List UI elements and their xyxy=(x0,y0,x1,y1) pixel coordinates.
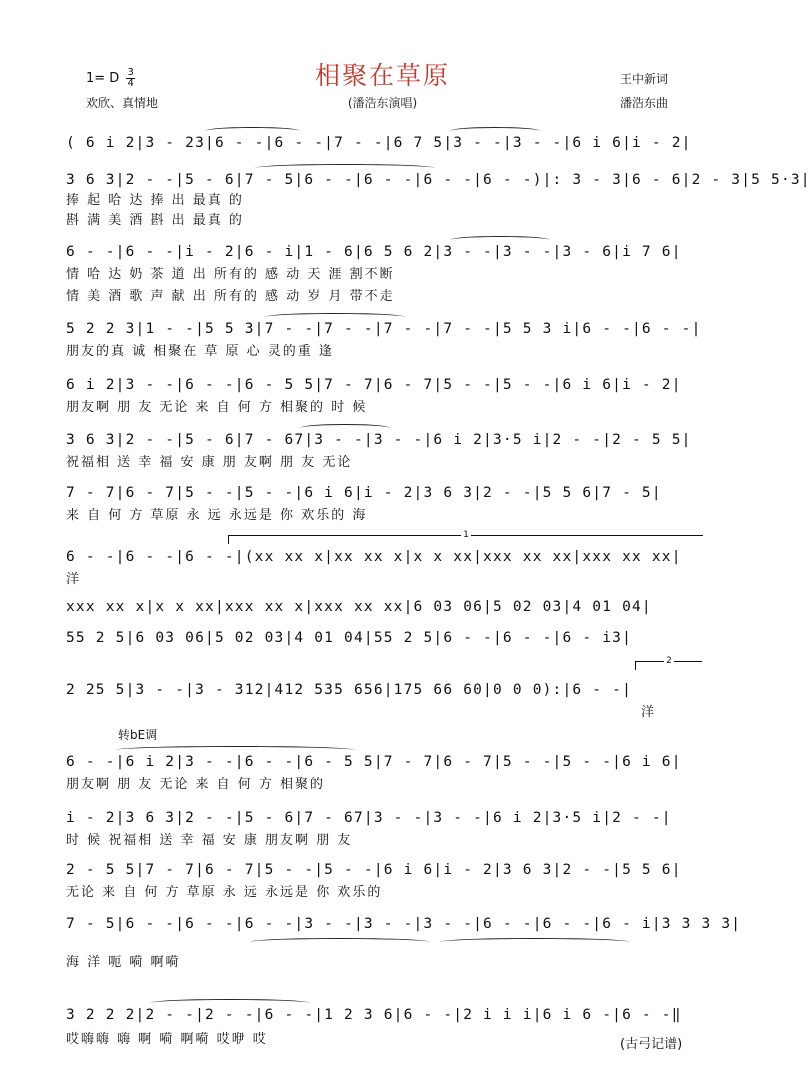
lyric-line: 情 美 酒 歌 声 献 出 所有的 感 动 岁 月 带不走 xyxy=(66,289,395,304)
slur-mark xyxy=(450,127,540,135)
lyric-line: 哎嗨嗨 嗨 啊 嗬 啊嗬 哎咿 哎 xyxy=(66,1032,268,1047)
notation-line: 6 - -|6 - -|6 - -|(xx xx x|xx xx x|x x xx|xxx xx xx|xxx xx xx| xyxy=(66,549,682,565)
slur-mark xyxy=(150,999,310,1007)
time-signature: $\frac{3}{4}$ xyxy=(127,67,134,89)
notation-line: 3 6 3|2 - -|5 - 6|7 - 5|6 - -|6 - -|6 - -|6 - -)|: 3 - 3|6 - 6|2 - 3|5 5·3| xyxy=(66,172,811,188)
notation-line: 2 25 5|3 - -|3 - 312|412 535 656|175 66 60|0 0 0):|6 - -| xyxy=(66,682,632,698)
lyric-line: 朋友啊 朋 友 无论 来 自 何 方 相聚的 xyxy=(66,777,326,792)
notation-line: 7 - 5|6 - -|6 - -|6 - -|3 - -|3 - -|3 - -|6 - -|6 - -|6 - i|3 3 3 3| xyxy=(66,916,742,932)
transcriber-credit: (古弓记谱) xyxy=(620,1037,683,1052)
notation-line: 6 - -|6 - -|i - 2|6 - i|1 - 6|6 5 6 2|3 - -|3 - -|3 - 6|i 7 6| xyxy=(66,244,682,260)
slur-mark xyxy=(440,938,630,946)
lyricist-credit: 王中新词 xyxy=(620,72,669,86)
slur-mark xyxy=(205,127,300,135)
lyric-line: 海 洋 呃 嗬 啊嗬 xyxy=(66,955,181,970)
volta-bracket-2: 2 xyxy=(635,661,702,670)
slur-mark xyxy=(265,313,405,321)
notation-line: 2 - 5 5|7 - 7|6 - 7|5 - -|5 - -|6 i 6|i - 2|3 6 3|2 - -|5 5 6| xyxy=(66,862,682,878)
lyric-line: 洋 xyxy=(66,572,82,587)
notation-line: 7 - 7|6 - 7|5 - -|5 - -|6 i 6|i - 2|3 6 3|2 - -|5 5 6|7 - 5| xyxy=(66,485,662,501)
singer-credit: (潘浩东演唱) xyxy=(347,96,418,110)
slur-mark xyxy=(450,236,550,244)
key-change-marking: 转bE调 xyxy=(118,728,158,742)
lyric-line: 无论 来 自 何 方 草原 永 远 永远是 你 欢乐的 xyxy=(66,885,383,900)
notation-line: 6 i 2|3 - -|6 - -|6 - 5 5|7 - 7|6 - 7|5 - -|5 - -|6 i 6|i - 2| xyxy=(66,377,682,393)
lyric-line: 祝福相 送 幸 福 安 康 朋 友啊 朋 友 无论 xyxy=(66,455,353,470)
notation-line: 3 2 2 2|2 - -|2 - -|6 - -|1 2 3 6|6 - -|2 i i i|6 i 6 -|6 - -‖ xyxy=(66,1007,682,1023)
notation-line: xxx xx x|x x xx|xxx xx x|xxx xx xx|6 03 06|5 02 03|4 01 04| xyxy=(66,599,652,615)
notation-line: 3 6 3|2 - -|5 - 6|7 - 67|3 - -|3 - -|6 i 2|3·5 i|2 - -|2 - 5 5| xyxy=(66,432,692,448)
volta-bracket-1: 1 xyxy=(228,535,703,544)
lyric-line: 洋 xyxy=(641,705,657,720)
key-signature: 1= D $\frac{3}{4}$ xyxy=(86,67,134,89)
lyric-line: 捧 起 哈 达 捧 出 最真 的 xyxy=(66,193,244,208)
tempo-marking: 欢欣、真情地 xyxy=(86,96,159,110)
lyric-line: 情 哈 达 奶 茶 道 出 所有的 感 动 天 涯 割不断 xyxy=(66,267,395,282)
notation-line: ( 6 i 2|3 - 23|6 - -|6 - -|7 - -|6 7 5|3 - -|3 - -|6 i 6|i - 2| xyxy=(66,135,692,151)
composer-credit: 潘浩东曲 xyxy=(620,96,669,110)
notation-line: 5 2 2 3|1 - -|5 5 3|7 - -|7 - -|7 - -|7 - -|5 5 3 i|6 - -|6 - -| xyxy=(66,321,702,337)
slur-mark xyxy=(250,938,430,946)
song-title: 相聚在草原 xyxy=(314,61,450,90)
notation-line: 55 2 5|6 03 06|5 02 03|4 01 04|55 2 5|6 - -|6 - -|6 - i3| xyxy=(66,630,632,646)
lyric-line: 来 自 何 方 草原 永 远 永远是 你 欢乐的 海 xyxy=(66,508,368,523)
notation-line: 6 - -|6 i 2|3 - -|6 - -|6 - 5 5|7 - 7|6 - 7|5 - -|5 - -|6 i 6| xyxy=(66,754,682,770)
lyric-line: 斟 满 美 酒 斟 出 最真 的 xyxy=(66,213,244,228)
slur-mark xyxy=(300,424,390,432)
slur-mark xyxy=(255,164,435,172)
notation-line: i - 2|3 6 3|2 - -|5 - 6|7 - 67|3 - -|3 - -|6 i 2|3·5 i|2 - -| xyxy=(66,810,672,826)
lyric-line: 时 候 祝福相 送 幸 福 安 康 朋友啊 朋 友 xyxy=(66,833,353,848)
lyric-line: 朋友的真 诚 相聚在 草 原 心 灵的重 逢 xyxy=(66,344,334,359)
lyric-line: 朋友啊 朋 友 无论 来 自 何 方 相聚的 时 候 xyxy=(66,400,368,415)
slur-mark xyxy=(115,746,355,754)
